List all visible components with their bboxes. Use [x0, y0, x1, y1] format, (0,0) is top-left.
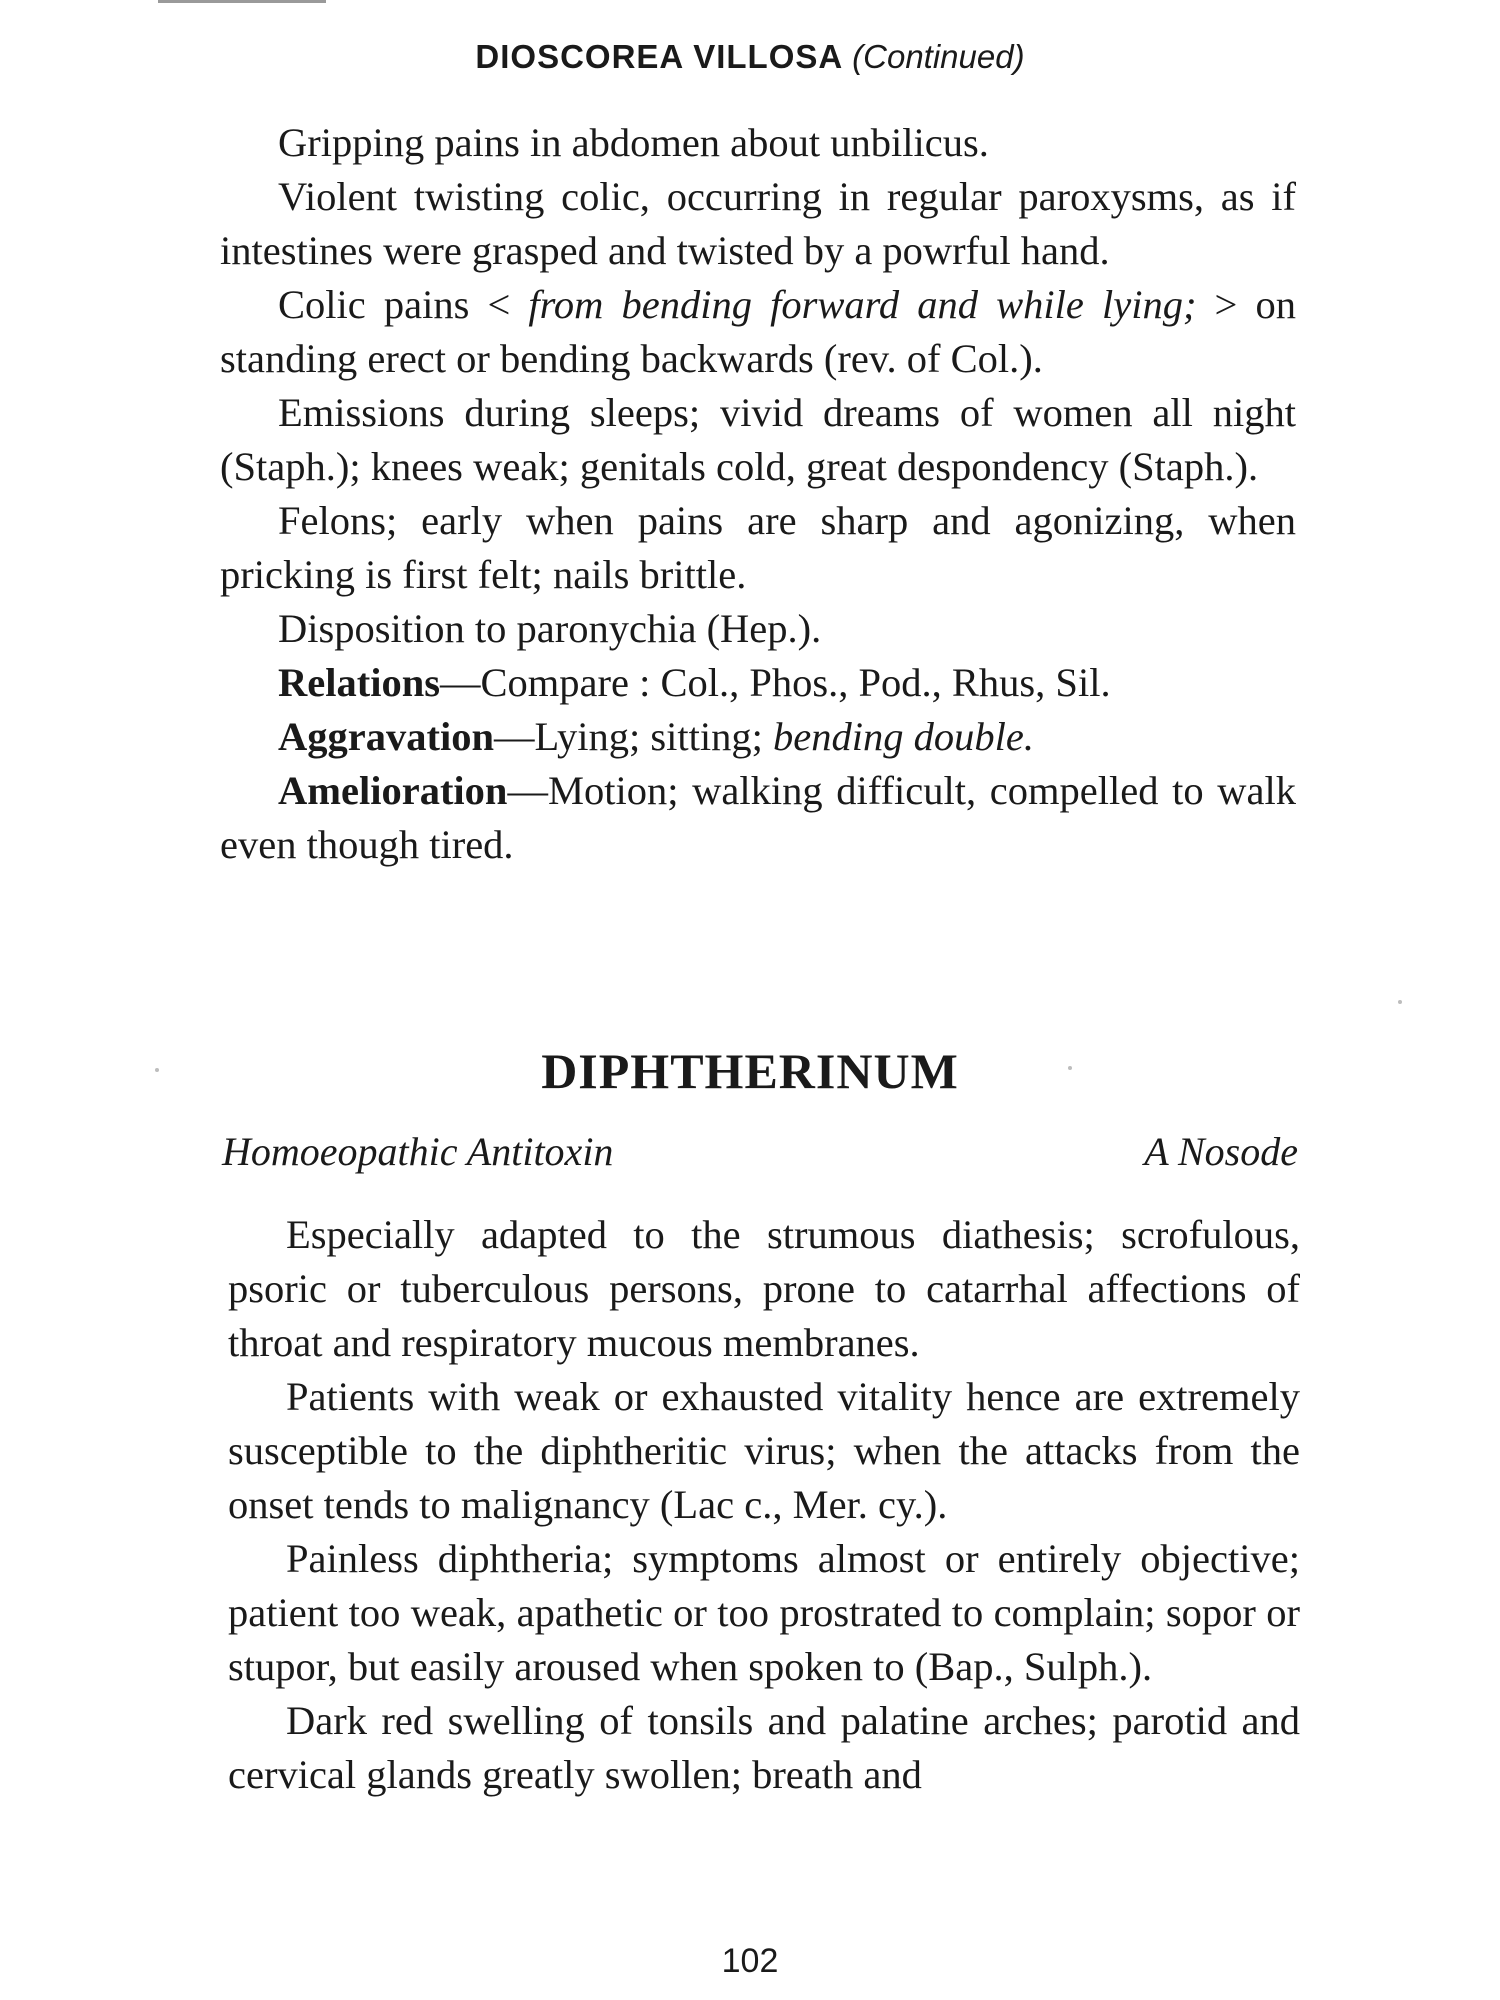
- paragraph-painless: Painless diphtheria; symptoms almost or entirely objective; patient too weak, apathetic or too prostrated to complain; sopor or stupor, but easily aroused when spoken to (Bap., Sulph.).: [228, 1536, 1300, 1689]
- scan-speck: [1068, 1066, 1072, 1070]
- paragraph-twisting-colic: Violent twisting colic, occurring in regular paroxysms, as if intestines were grasped and twisted by a powrful hand.: [220, 174, 1296, 273]
- colic-italic: from bending forward and while lying;: [528, 282, 1197, 327]
- paragraph-dark-red-swelling: Dark red swelling of tonsils and palatine arches; parotid and cervical glands greatly swollen; breath and: [228, 1698, 1300, 1797]
- amelioration-text: —Motion; walking difficult, compelled to walk even though tired.: [220, 768, 1296, 867]
- scan-speck: [1398, 1000, 1402, 1004]
- diphtherinum-section: [228, 1208, 1300, 1802]
- running-head-title: DIOSCOREA VILLOSA: [475, 38, 842, 75]
- paragraph-relations: [220, 656, 1296, 710]
- subtitle-right: A Nosode: [1144, 1129, 1298, 1174]
- aggravation-text: —Lying; sitting;: [494, 714, 774, 759]
- paragraph-gripping-pains: Gripping pains in abdomen about unbilicus.: [278, 120, 989, 165]
- page-number: 102: [721, 1942, 779, 1980]
- colic-rest: > on standing erect or bending backwards (rev. of Col.).: [220, 282, 1296, 381]
- running-head: [0, 38, 1500, 76]
- subtitle-left: Homoeopathic Antitoxin: [222, 1129, 614, 1174]
- section-title-diphtherinum: DIPHTHERINUM: [541, 1043, 959, 1099]
- paragraph-felons: Felons; early when pains are sharp and agonizing, when pricking is first felt; nails brittle.: [220, 498, 1296, 597]
- aggravation-label: Aggravation: [278, 714, 494, 759]
- top-edge-rule: [158, 0, 326, 3]
- relations-text: —Compare : Col., Phos., Pod., Rhus, Sil.: [440, 660, 1111, 705]
- relations-label: Relations: [278, 660, 440, 705]
- amelioration-label: Amelioration: [278, 768, 508, 813]
- paragraph-emissions: Emissions during sleeps; vivid dreams of women all night (Staph.); knees weak; genitals cold, great despondency (Staph.).: [220, 390, 1296, 489]
- paragraph-weak-vitality: Patients with weak or exhausted vitality hence are extremely susceptible to the diphtheritic virus; when the attacks from the onset tends to malignancy (Lac c., Mer. cy.).: [228, 1374, 1300, 1527]
- colic-lead: Colic pains <: [278, 282, 529, 327]
- scan-speck: [155, 1068, 159, 1072]
- aggravation-italic: bending double.: [773, 714, 1034, 759]
- running-head-continued: (Continued): [852, 38, 1025, 75]
- dioscorea-section: [220, 116, 1296, 872]
- paragraph-paronychia: Disposition to paronychia (Hep.).: [278, 606, 822, 651]
- section-subtitle-row: [222, 1128, 1298, 1175]
- paragraph-amelioration: [220, 764, 1296, 872]
- paragraph-colic-pains: [220, 278, 1296, 386]
- paragraph-strumous: Especially adapted to the strumous diathesis; scrofulous, psoric or tuberculous persons, prone to catarrhal affections of throat and respiratory mucous membranes.: [228, 1212, 1300, 1365]
- paragraph-aggravation: [220, 710, 1296, 764]
